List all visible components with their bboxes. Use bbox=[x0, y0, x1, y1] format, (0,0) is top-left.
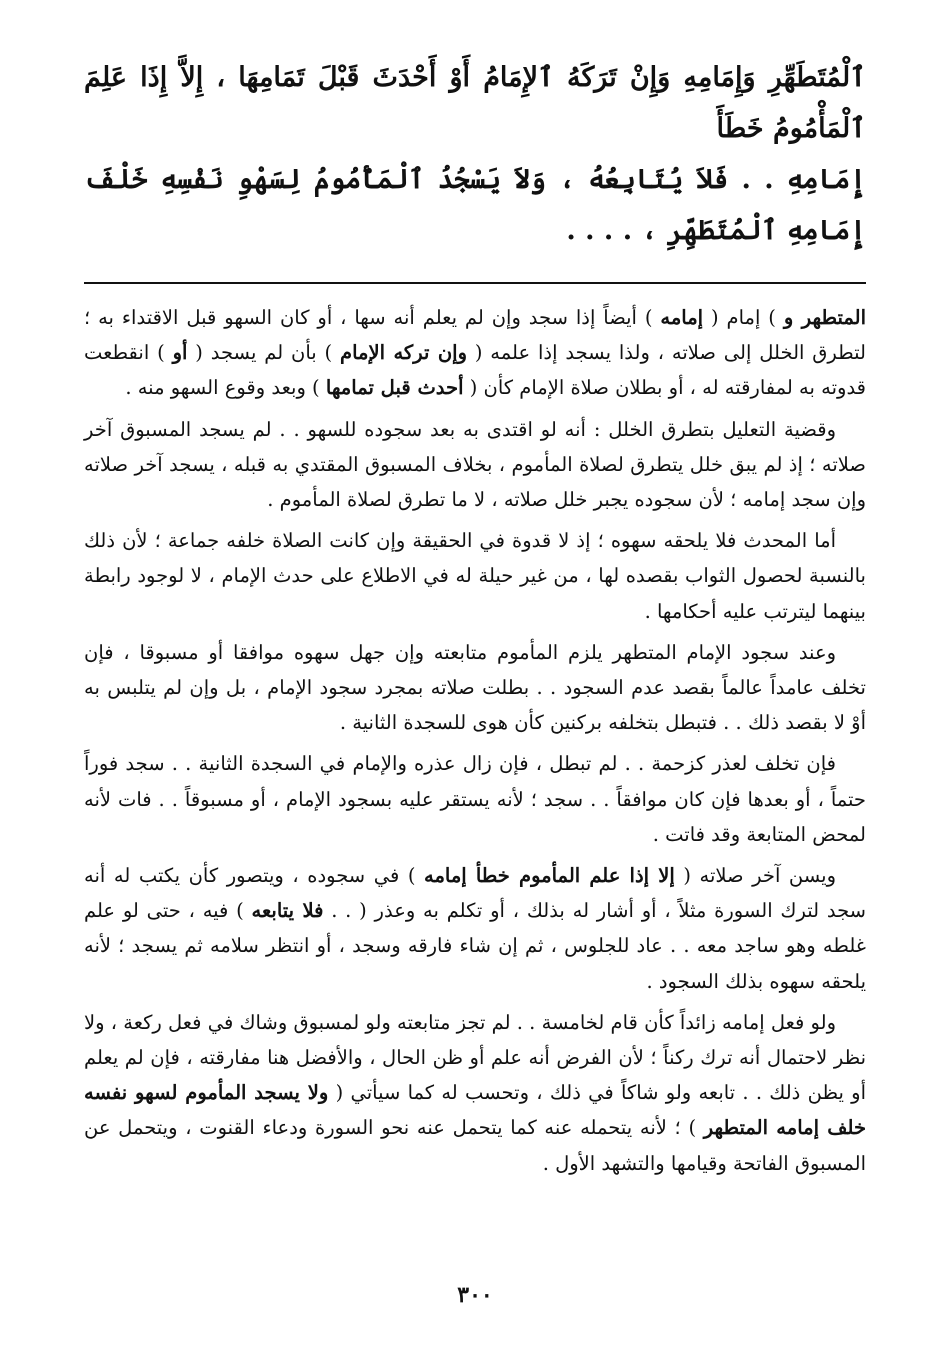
commentary-span: ) إمام ( bbox=[703, 306, 784, 329]
commentary-paragraph: أما المحدث فلا يلحقه سهوه ؛ إذ لا قدوة في الحقيقة وإن كانت الصلاة خلفه جماعة ؛ لأن ذلك بالنسبة لحصول الثواب بقصده لها ، من غير حيلة له في الاطلاع على حدث الإمام ، لا لوجود رابطة بينهما ليترتب عليه أحكامها . bbox=[84, 529, 866, 623]
commentary-span: ويسن آخر صلاته ( bbox=[674, 864, 837, 888]
commentary-span: ) انقطعت قدوته به لمفارقته له ، أو بطلان صلاة الإمام كأن ( bbox=[84, 341, 866, 400]
commentary-paragraph: وقضية التعليل بتطرق الخلل : أنه لو اقتدى به بعد سجوده للسهو . . لم يسجد المسبوق آخر صلاته ؛ إذ لم يبق خلل يتطرق لصلاة المأموم ، بخلاف المسبوق المقتدي به قبله ، يسجد آخر صلاته وإن سجد إمامه ؛ لأن سجوده يجبر خلل صلاته ، لا ما تطرق لصلاة المأموم . bbox=[84, 417, 866, 512]
commentary-span: ) فيه ، حتى لو علم غلطه وهو ساجد معه . . عاد للجلوس ، ثم إن شاء فارقه وسجد ، أو انتظر سلامه ثم يسجد ؛ لأنه يلحقه سهوه بذلك السجود . bbox=[84, 899, 866, 993]
commentary-span: ) في سجوده ، ويتصور كأن يكتب له أنه سجد لترك السورة مثلاً ، أو أشار له بذلك ، أو تكلم به وعذر ( . . bbox=[84, 864, 866, 923]
commentary-paragraph bbox=[84, 858, 866, 999]
commentary-paragraph bbox=[84, 300, 866, 406]
book-page bbox=[84, 52, 866, 1348]
quoted-matn: المتطهر و bbox=[783, 306, 867, 329]
commentary-text bbox=[84, 300, 866, 1181]
separator-rule bbox=[84, 282, 866, 284]
quoted-matn: وإن تركه الإمام bbox=[340, 341, 467, 365]
quoted-matn: ولا يسجد المأموم لسهو نفسه خلف إمامه المتطهر bbox=[84, 1081, 866, 1140]
commentary-paragraph bbox=[84, 1005, 866, 1181]
matn-line: ٱلْمُتَطَهِّرِ وَإِمَامِهِ وَإِنْ تَرَكَهُ ٱلإِمَامُ أَوْ أَحْدَثَ قَبْلَ تَمَامِهَا ، إِلاَّ إِذَا عَلِمَ ٱلْمَأْمُومُ خَطَأَ bbox=[84, 62, 866, 144]
commentary-paragraph: فإن تخلف لعذر كزحمة . . لم تبطل ، فإن زال عذره والإمام في السجدة الثانية . . سجد فوراً حتماً ، أو بعدها فإن كان موافقاً . . سجد ؛ لأنه يستقر عليه بسجود الإمام ، أو مسبوقاً . . فات لأنه لمحض المتابعة وقد فاتت . bbox=[84, 752, 866, 846]
commentary-span: ) ؛ لأنه يتحمله عنه كما يتحمل عنه نحو السورة ودعاء القنوت ، ويتحمل عن المسبوق الفاتحة وقيامها والتشهد الأول . bbox=[84, 1116, 866, 1175]
quoted-matn: إمامه bbox=[660, 306, 704, 329]
quoted-matn: إلا إذا علم المأموم خطأ إمامه bbox=[424, 864, 675, 888]
commentary-span: ) بأن لم يسجد ( bbox=[187, 341, 341, 365]
commentary-span: ولو فعل إمامه زائداً كأن قام لخامسة . . لم تجز متابعته ولو لمسبوق وشاك في فعل ركعة ، ولا نظر لاحتمال أنه ترك ركناً ؛ لأن الفرض أنه علم أو ظن الحال ، والأفضل هنا مفارقته ، فإن لم يعلم أو يظن ذلك . . تابعه ولو شاكاً في ذلك ، وتحسب له كما سيأتي ( bbox=[84, 1010, 867, 1105]
page-number: ٣٠٠ bbox=[457, 1282, 493, 1308]
commentary-paragraph: وعند سجود الإمام المتطهر يلزم المأموم متابعته وإن جهل سهوه موافقا أو مسبوقا ، فإن تخلف عامداً عالماً بقصد عدم السجود . . بطلت صلاته بمجرد سجود الإمام ، بل وإن لم يتلبس به أوْ لا بقصد ذلك . . فتبطل بتخلفه بركنين كأن هوى للسجدة الثانية . bbox=[84, 640, 866, 735]
quoted-matn: أحدث قبل تمامها bbox=[325, 376, 464, 400]
quoted-matn: فلا يتابعه bbox=[251, 899, 324, 923]
quoted-matn: أو bbox=[172, 341, 188, 365]
matn-line: إِمَامِهِ . . فَلاَ يُتَابِعُهُ ، وَلاَ يَسْجُدُ ٱلْمَأْمُومُ لِسَهْوِ نَفْسِهِ خَلْفَ إِمَامِهِ ٱلْمُتَطَهِّرِ ، . . . . bbox=[84, 164, 866, 246]
commentary-span: ) وبعد وقوع السهو منه . bbox=[125, 376, 326, 400]
commentary-span: ) أيضاً إذا سجد وإن لم يعلم أنه سها ، أو كان السهو قبل الاقتداء به ؛ لتطرق الخلل إلى صلاته ، ولذا يسجد إذا علمه ( bbox=[84, 306, 866, 365]
matn-text bbox=[84, 52, 866, 256]
